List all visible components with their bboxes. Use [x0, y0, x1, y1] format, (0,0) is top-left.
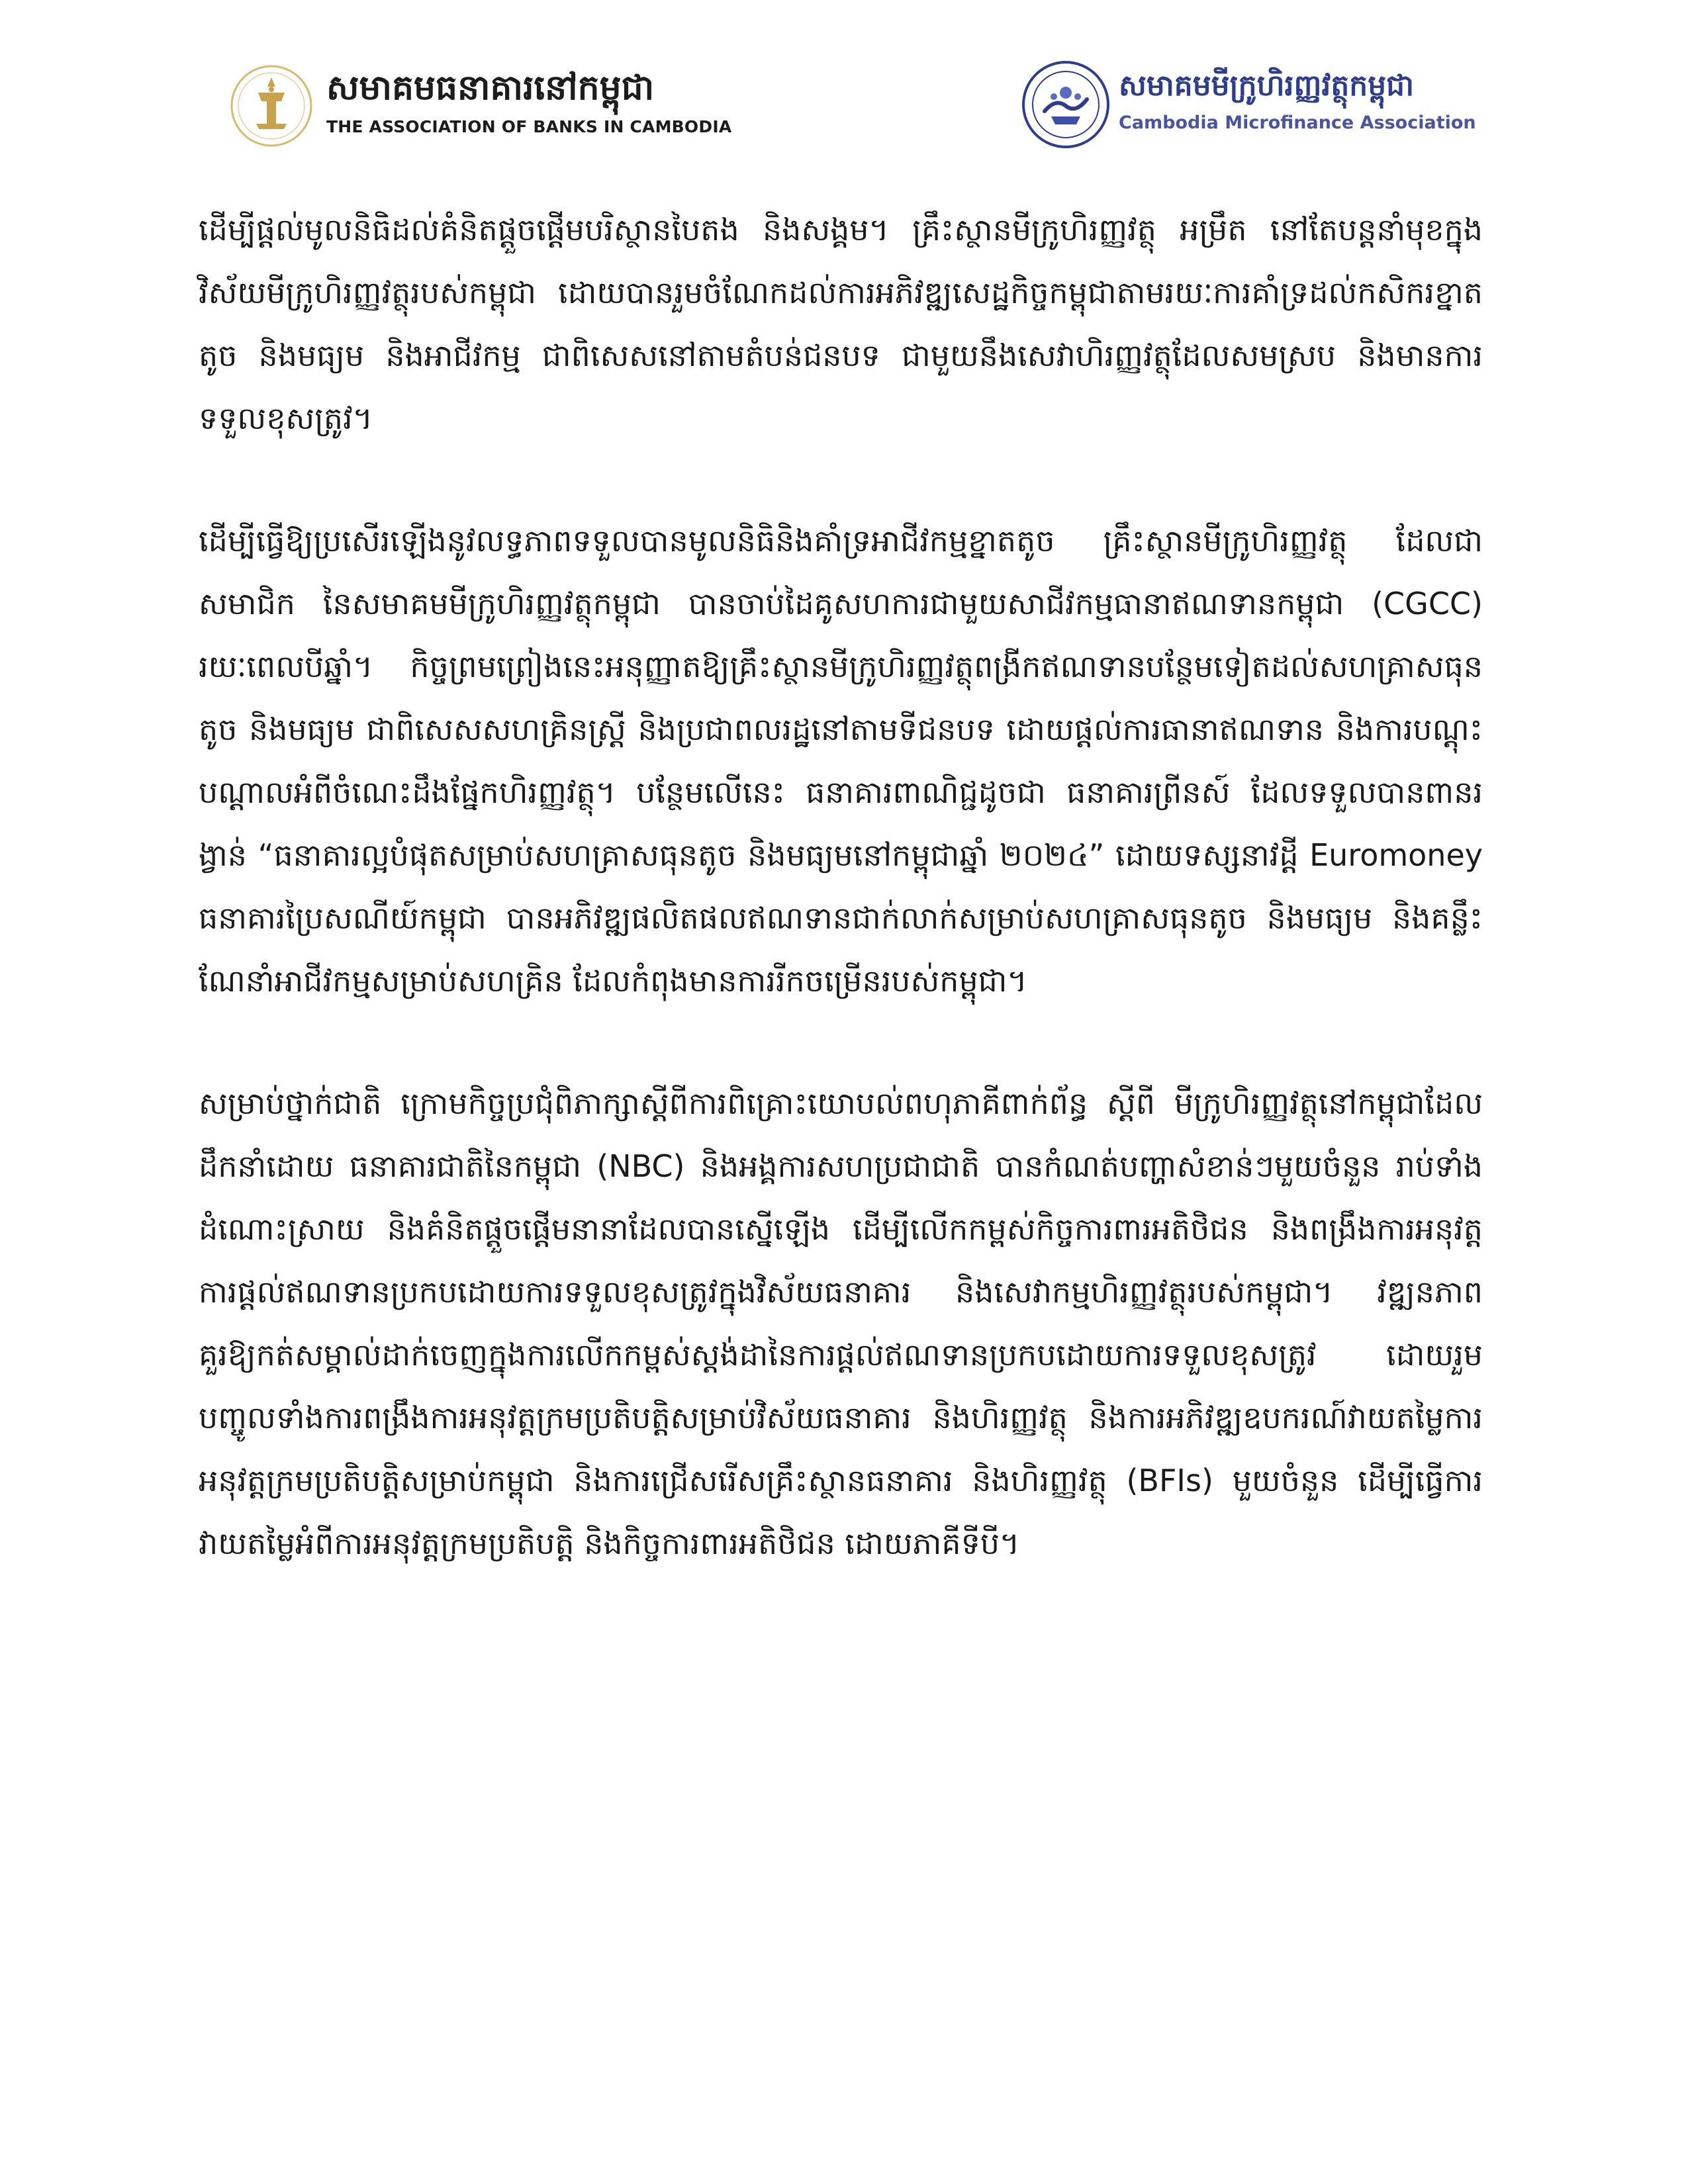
- cambodia-microfinance-association-logo: [1019, 58, 1496, 151]
- paragraph-consumer-protection: សម្រាប់ថ្នាក់ជាតិ ក្រោមកិច្ចប្រជុំពិភាក្សាស្តីពីការពិគ្រោះយោបល់ពហុភាគីពាក់ព័ន្ធ ស្តីពី មីក្រូហិរញ្ញវត្ថុនៅកម្ពុជាដែលដឹកនាំដោយ ធនាគារជាតិនៃកម្ពុជា (NBC) និងអង្គការសហប្រជាជាតិ បានកំណត់បញ្ហាសំខាន់ៗមួយចំនួន រាប់ទាំងដំណោះស្រាយ និងគំនិតផ្តួចផ្តើមនានាដែលបានស្នើឡើង ដើម្បីលើកកម្ពស់កិច្ចការពារអតិថិជន និងពង្រឹងការអនុវត្តការផ្តល់ឥណទានប្រកបដោយការទទួលខុសត្រូវក្នុងវិស័យធនាគារ និងសេវាកម្មហិរញ្ញវត្ថុរបស់កម្ពុជា។ វឌ្ឍនភាពគួរឱ្យកត់សម្គាល់ដាក់ចេញក្នុងការលើកកម្ពស់ស្តង់ដានៃការផ្តល់ឥណទានប្រកបដោយការទទួលខុសត្រូវ ដោយរួមបញ្ចូលទាំងការពង្រឹងការអនុវត្តក្រមប្រតិបត្តិសម្រាប់វិស័យធនាគារ និងហិរញ្ញវត្ថុ និងការអភិវឌ្ឍឧបករណ៍វាយតម្លៃការអនុវត្តក្រមប្រតិបត្តិសម្រាប់កម្ពុជា និងការជ្រើសរើសគ្រឹះស្ថានធនាគារ និងហិរញ្ញវត្ថុ (BFIs) មួយចំនួន ដើម្បីធ្វើការវាយតម្លៃអំពីការអនុវត្តក្រមប្រតិបត្តិ និងកិច្ចការពារអតិថិជន ដោយភាគីទីបី។: [199, 1085, 1483, 1561]
- paragraph-sme-financing: ដើម្បីធ្វើឱ្យប្រសើរឡើងនូវលទ្ធភាពទទួលបានមូលនិធិនិងគាំទ្រអាជីវកម្មខ្នាតតូច គ្រឹះស្ថានមីក្រូហិរញ្ញវត្ថុ ដែលជាសមាជិក នៃសមាគមមីក្រូហិរញ្ញវត្ថុកម្ពុជា បានចាប់ដៃគូសហការជាមួយសាជីវកម្មធានាឥណទានកម្ពុជា (CGCC) រយៈពេលបីឆ្នាំ។ កិច្ចព្រមព្រៀងនេះអនុញ្ញាតឱ្យគ្រឹះស្ថានមីក្រូហិរញ្ញវត្ថុពង្រីកឥណទានបន្ថែមទៀតដល់សហគ្រាសធុនតូច និងមធ្យម ជាពិសេសសហគ្រិនស្ត្រី និងប្រជាពលរដ្ឋនៅតាមទីជនបទ ដោយផ្តល់ការធានាឥណទាន និងការបណ្តុះបណ្តាលអំពីចំណេះដឹងផ្នែកហិរញ្ញវត្ថុ។ បន្ថែមលើនេះ ធនាគារពាណិជ្ជដូចជា ធនាគារព្រីនស៍ ដែលទទួលបានពានរង្វាន់ “ធនាគារល្អបំផុតសម្រាប់សហគ្រាសធុនតូច និងមធ្យមនៅកម្ពុជាឆ្នាំ ២០២៤” ដោយទស្សនាវដ្តី Euromoney ធនាគារប្រៃសណីយ៍កម្ពុជា បានអភិវឌ្ឍផលិតផលឥណទានជាក់លាក់សម្រាប់សហគ្រាសធុនតូច និងមធ្យម និងគន្លឹះណែនាំអាជីវកម្មសម្រាប់សហគ្រិន ដែលកំពុងមានការរីកចម្រើនរបស់កម្ពុជា។: [199, 523, 1483, 999]
- abc-english-name: THE ASSOCIATION OF BANKS IN CAMBODIA: [326, 117, 732, 136]
- document-body: [199, 199, 1483, 1635]
- abc-khmer-name: សមាគមធនាគារនៅកម្ពុជា: [326, 68, 655, 108]
- page-header: [0, 0, 1688, 172]
- cma-khmer-name: សមាគមមីក្រូហិរញ្ញវត្ថុកម្ពុជា: [1119, 69, 1415, 103]
- paragraph-green-initiatives: ដើម្បីផ្តល់មូលនិធិដល់គំនិតផ្តួចផ្តើមបរិស្ថានបៃតង និងសង្គម។ គ្រឹះស្ថានមីក្រូហិរញ្ញវត្ថុ អម្រឹត នៅតែបន្តនាំមុខក្នុងវិស័យមីក្រូហិរញ្ញវត្ថុរបស់កម្ពុជា ដោយបានរួមចំណែកដល់ការអភិវឌ្ឍសេដ្ឋកិច្ចកម្ពុជាតាមរយៈការគាំទ្រដល់កសិករខ្នាតតូច និងមធ្យម និងអាជីវកម្ម ជាពិសេសនៅតាមតំបន់ជនបទ ជាមួយនឹងសេវាហិរញ្ញវត្ថុដែលសមស្រប និងមានការទទួលខុសត្រូវ។: [199, 212, 1483, 436]
- cma-emblem-icon: [1019, 58, 1112, 151]
- association-of-banks-logo: [228, 63, 732, 156]
- abc-emblem-icon: [228, 63, 314, 149]
- cma-english-name: Cambodia Microfinance Association: [1119, 113, 1476, 133]
